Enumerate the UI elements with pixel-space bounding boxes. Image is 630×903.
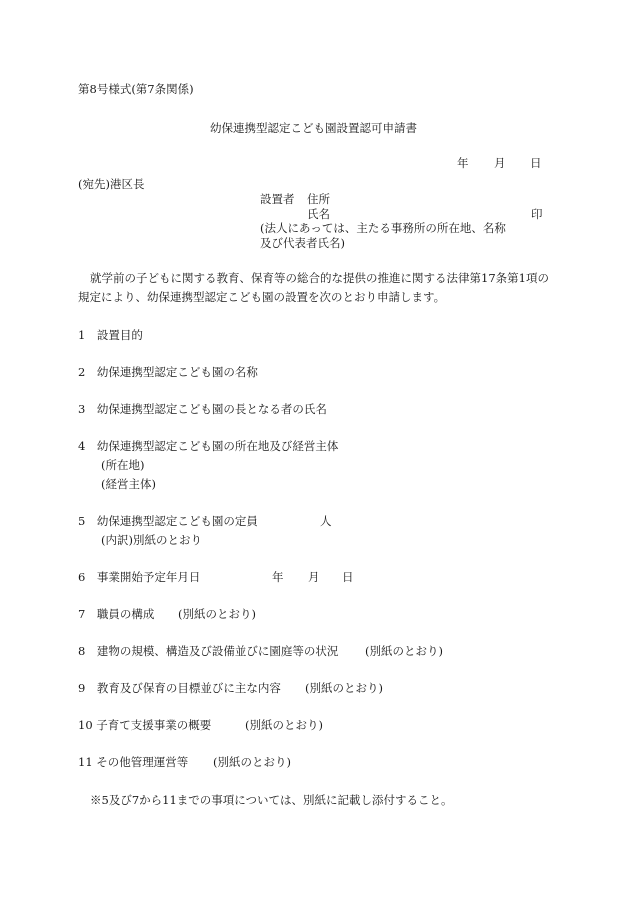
applicant-note-line2: 及び代表者氏名) bbox=[260, 236, 345, 250]
item-11-other: 11 その他管理運営等 bbox=[78, 755, 189, 769]
date-day: 日 bbox=[530, 156, 542, 170]
item-8-building: 8 建物の規模、構造及び設備並びに園庭等の状況 bbox=[78, 644, 339, 658]
seal-mark: 印 bbox=[531, 207, 543, 221]
item-4-operator-sub: (経営主体) bbox=[101, 477, 156, 491]
item-7-staff: 7 職員の構成 bbox=[78, 607, 155, 621]
item-1-purpose: 1 設置目的 bbox=[78, 328, 143, 342]
item-5-capacity: 5 幼保連携型認定こども園の定員 bbox=[78, 514, 258, 528]
item-11-ref: (別紙のとおり) bbox=[213, 755, 291, 769]
item-10-ref: (別紙のとおり) bbox=[245, 718, 323, 732]
intro-line1: 就学前の子どもに関する教育、保育等の総合的な提供の推進に関する法律第17条第1項の bbox=[90, 271, 549, 285]
item-2-name: 2 幼保連携型認定こども園の名称 bbox=[78, 365, 258, 379]
item-9-ref: (別紙のとおり) bbox=[305, 681, 383, 695]
form-number: 第8号様式(第7条関係) bbox=[78, 82, 194, 96]
item-6-day: 日 bbox=[342, 570, 354, 584]
item-5-breakdown: (内訳)別紙のとおり bbox=[101, 533, 202, 547]
item-10-support: 10 子育て支援事業の概要 bbox=[78, 718, 212, 732]
item-4-location: 4 幼保連携型認定こども園の所在地及び経営主体 bbox=[78, 439, 339, 453]
item-5-unit: 人 bbox=[320, 514, 332, 528]
item-3-director: 3 幼保連携型認定こども園の長となる者の氏名 bbox=[78, 402, 327, 416]
footnote: ※5及び7から11までの事項については、別紙に記載し添付すること。 bbox=[90, 793, 453, 807]
date-year: 年 bbox=[457, 156, 469, 170]
item-8-ref: (別紙のとおり) bbox=[365, 644, 443, 658]
applicant-label: 設置者 bbox=[260, 192, 295, 206]
applicant-name-label: 氏名 bbox=[307, 207, 330, 221]
form-title: 幼保連携型認定こども園設置認可申請書 bbox=[210, 121, 417, 135]
item-7-ref: (別紙のとおり) bbox=[178, 607, 256, 621]
applicant-address-label: 住所 bbox=[307, 192, 330, 206]
intro-line2: 規定により、幼保連携型認定こども園の設置を次のとおり申請します。 bbox=[78, 290, 446, 304]
item-6-month: 月 bbox=[308, 570, 320, 584]
applicant-note-line1: (法人にあっては、主たる事務所の所在地、名称 bbox=[260, 221, 506, 235]
date-month: 月 bbox=[494, 156, 506, 170]
addressee: (宛先)港区長 bbox=[78, 177, 145, 191]
item-9-goals: 9 教育及び保育の目標並びに主な内容 bbox=[78, 681, 281, 695]
item-6-start-date: 6 事業開始予定年月日 bbox=[78, 570, 201, 584]
item-6-year: 年 bbox=[272, 570, 284, 584]
item-4-location-sub: (所在地) bbox=[101, 458, 145, 472]
